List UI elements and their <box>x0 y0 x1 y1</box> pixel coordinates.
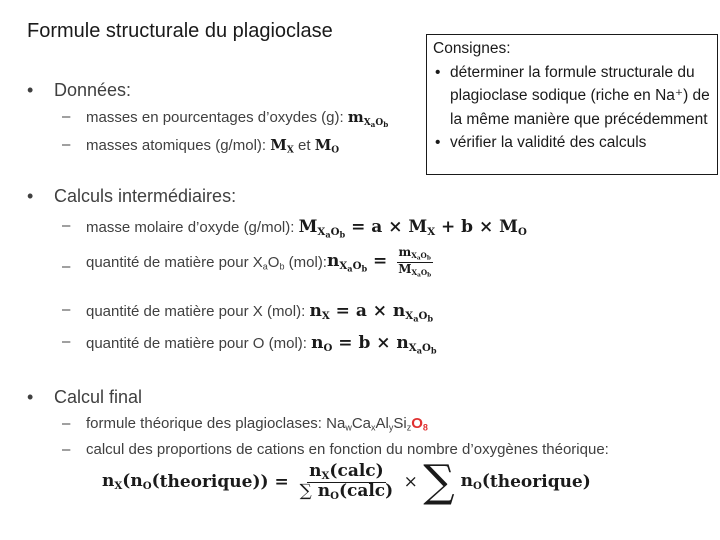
fraction-m-over-M: $\frac{m_{X_aO_b}}{M_{X_aO_b}}$ <box>398 245 432 279</box>
dash-icon: – <box>62 108 71 125</box>
dash-icon: – <box>62 301 71 318</box>
consignes-item: • vérifier la validité des calculs <box>433 131 711 155</box>
dash-icon: – <box>62 441 71 458</box>
formula-nx: $n_X = a \times n_{X_aO_b}$ <box>309 301 434 324</box>
dash-icon: – <box>62 415 71 432</box>
calculs-item-text: quantité de matière pour X (mol): <box>86 303 310 320</box>
donnees-item-masses <box>86 108 388 129</box>
formula-molar-mass: $M_{X_aO_b} = a \times M_X + b \times M_O$ <box>298 217 527 240</box>
formula-no: $n_O = b \times n_{X_aO_b}$ <box>311 333 437 356</box>
final-item-formule <box>86 415 428 433</box>
bullet-icon: • <box>27 387 34 407</box>
donnees-label: Données: <box>54 80 132 100</box>
calculs-item-text: quantité de matière pour X <box>86 253 263 271</box>
final-item-text: formule théorique des plagioclases: <box>86 415 327 432</box>
consignes-box <box>426 34 718 175</box>
final-item-proportions: calcul des proportions de cations en fonction du nombre d’oxygènes théorique: <box>86 441 609 458</box>
formula-plagioclase: $Na_wCa_xAl_ySi_zO_8$ <box>326 415 428 433</box>
donnees-item-text: masses atomiques (g/mol): <box>86 137 271 154</box>
dash-icon: – <box>62 258 71 275</box>
calculs-item-quantite-x <box>86 301 433 323</box>
dash-icon: – <box>62 136 71 153</box>
and-text: et <box>298 137 311 154</box>
formula-mo: $M_O$ <box>314 136 340 156</box>
formula-n-oxyde: $n_{X_aO_b}$ = <box>326 251 394 274</box>
donnees-item-atomic <box>86 136 339 156</box>
formula-mx: $M_X$ <box>270 136 294 156</box>
formula-m-xaob: $m_{X_aO_b}$ <box>347 108 389 129</box>
consignes-heading: Consignes: <box>433 40 511 57</box>
bullet-icon: • <box>27 186 34 206</box>
calculs-item-quantite-o <box>86 333 437 355</box>
final-formula: $n_X(n_O(theorique))$ = $\frac{n_X(calc)}{\sum n_O(calc)}$ × ∑ $n_O(theorique)$ <box>102 456 591 507</box>
bullet-icon: • <box>27 80 34 100</box>
calculs-item-text: quantité de matière pour O (mol): <box>86 335 312 352</box>
final-fraction: $\frac{n_X(calc)}{\sum n_O(calc)}$ <box>299 460 394 502</box>
calculs-item-text: masse molaire d’oxyde (g/mol): <box>86 219 299 236</box>
consignes-item: • déterminer la formule structurale du plagioclase sodique (riche en Na⁺) de la même manière que précédemment <box>433 61 711 132</box>
calculs-label: Calculs intermédiaires: <box>54 186 237 206</box>
dash-icon: – <box>62 217 71 234</box>
calculs-item-masse-molaire <box>86 217 527 239</box>
donnees-item-text: masses en pourcentages d’oxydes (g): <box>86 109 348 126</box>
final-label: Calcul final <box>54 387 143 407</box>
dash-icon: – <box>62 333 71 350</box>
page-title: Formule structurale du plagioclase <box>27 20 333 42</box>
sum-icon: ∑ <box>423 456 455 507</box>
calculs-item-quantite-oxyde: quantité de matière pour $X_aO_b$ $(mol):n_{X_aO_b}$ = $\frac{m_{X_aO_b}}{M_{X_aO_b}}$ <box>86 245 432 279</box>
